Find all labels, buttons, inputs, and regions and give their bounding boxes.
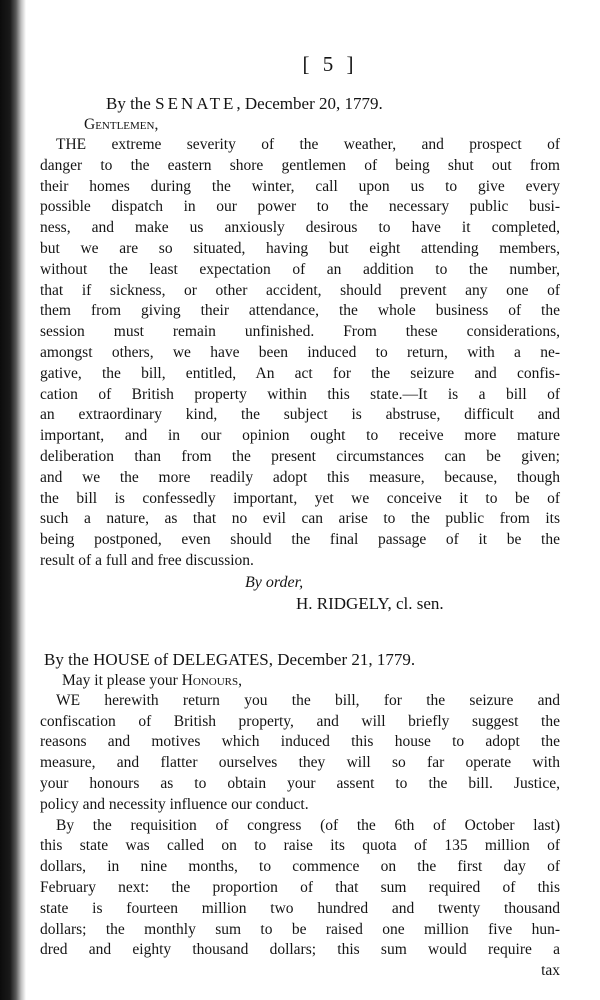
delegates-line: state is fourteen million two hundred and twenty thousand — [40, 899, 560, 917]
delegates-line: dollars, in nine months, to commence on the first day of — [40, 858, 560, 876]
senate-heading-body: SENATE — [155, 94, 237, 113]
senate-line: being postponed, even should the final passage of it be the — [40, 531, 560, 549]
delegates-message — [40, 649, 560, 981]
delegates-line: dred and eighty thousand dollars; this sum would require a — [40, 941, 560, 959]
delegates-heading-date: , December 21, 1779. — [268, 649, 416, 669]
senate-line: that if sickness, or other accident, should prevent any one of — [40, 281, 560, 299]
senate-line: danger to the eastern shore gentlemen of being shut out from — [40, 156, 560, 174]
senate-line: their homes during the winter, call upon us to give every — [40, 177, 560, 195]
senate-heading-date: , December 20, 1779. — [236, 94, 383, 113]
senate-line: cation of British property within this state.—It is a bill of — [40, 385, 560, 403]
senate-line: important, and in our opinion ought to receive more mature — [40, 427, 560, 445]
delegates-salutation-end: Honours, — [181, 671, 242, 689]
senate-line: such a nature, as that no evil can arise to the public from its — [40, 510, 560, 528]
delegates-line: February next: the proportion of that sum required of this — [40, 878, 560, 896]
senate-signature: H. RIDGELY, cl. sen. — [296, 593, 444, 613]
senate-line: gative, the bill, entitled, An act for the seizure and confis- — [40, 364, 560, 382]
senate-line: deliberation than from the present circumstances can be given; — [40, 447, 560, 465]
senate-line: possible dispatch in our power to the necessary public busi- — [40, 198, 560, 216]
delegates-line: measure, and flatter ourselves they will so far operate with — [40, 754, 560, 772]
senate-line: them from giving their attendance, the whole business of the — [40, 302, 560, 320]
delegates-line: By the requisition of congress (of the 6th of October last) — [56, 816, 560, 834]
document-page — [40, 52, 560, 992]
senate-heading-prefix: By the — [106, 94, 151, 113]
senate-message — [40, 93, 560, 615]
delegates-heading-body: HOUSE of DELEGATES — [93, 649, 269, 669]
senate-line: an extraordinary kind, the subject is abstruse, difficult and — [40, 406, 560, 424]
senate-line: THE extreme severity of the weather, and prospect of — [56, 136, 560, 153]
senate-line: result of a full and free discussion. — [40, 551, 254, 569]
senate-salutation: Gentlemen, — [84, 116, 159, 133]
delegates-line: confiscation of British property, and will briefly suggest the — [40, 712, 560, 730]
senate-line: without the least expectation of an addition to the number, — [40, 260, 560, 278]
delegates-line: dollars; the monthly sum to be raised one million five hun- — [40, 920, 560, 938]
senate-line: and we the more readily adopt this measure, because, though — [40, 468, 560, 486]
catchword: tax — [541, 962, 560, 980]
page-number: [ 5 ] — [302, 52, 358, 76]
delegates-heading — [40, 649, 560, 671]
delegates-line: policy and necessity influence our conduct. — [40, 795, 309, 813]
delegates-heading-prefix: By the — [44, 649, 89, 669]
delegates-salutation — [40, 671, 560, 691]
delegates-salutation-start: May it please your — [62, 671, 178, 689]
senate-by-order: By order, — [245, 573, 304, 591]
senate-line: session must remain unfinished. From these considerations, — [40, 323, 560, 341]
senate-heading — [40, 93, 560, 115]
senate-line: the bill is confessedly important, yet we conceive it to be of — [40, 489, 560, 507]
senate-line: ness, and make us anxiously desirous to have it completed, — [40, 219, 560, 237]
delegates-line: reasons and motives which induced this house to adopt the — [40, 733, 560, 751]
senate-line: but we are so situated, having but eight attending members, — [40, 239, 560, 257]
delegates-line: WE herewith return you the bill, for the seizure and — [56, 691, 560, 709]
page-binding-shadow — [0, 0, 26, 1000]
delegates-line: your honours as to obtain your assent to the bill. Justice, — [40, 774, 560, 792]
senate-line: amongst others, we have been induced to return, with a ne- — [40, 343, 560, 361]
delegates-line: this state was called on to raise its quota of 135 million of — [40, 837, 560, 855]
